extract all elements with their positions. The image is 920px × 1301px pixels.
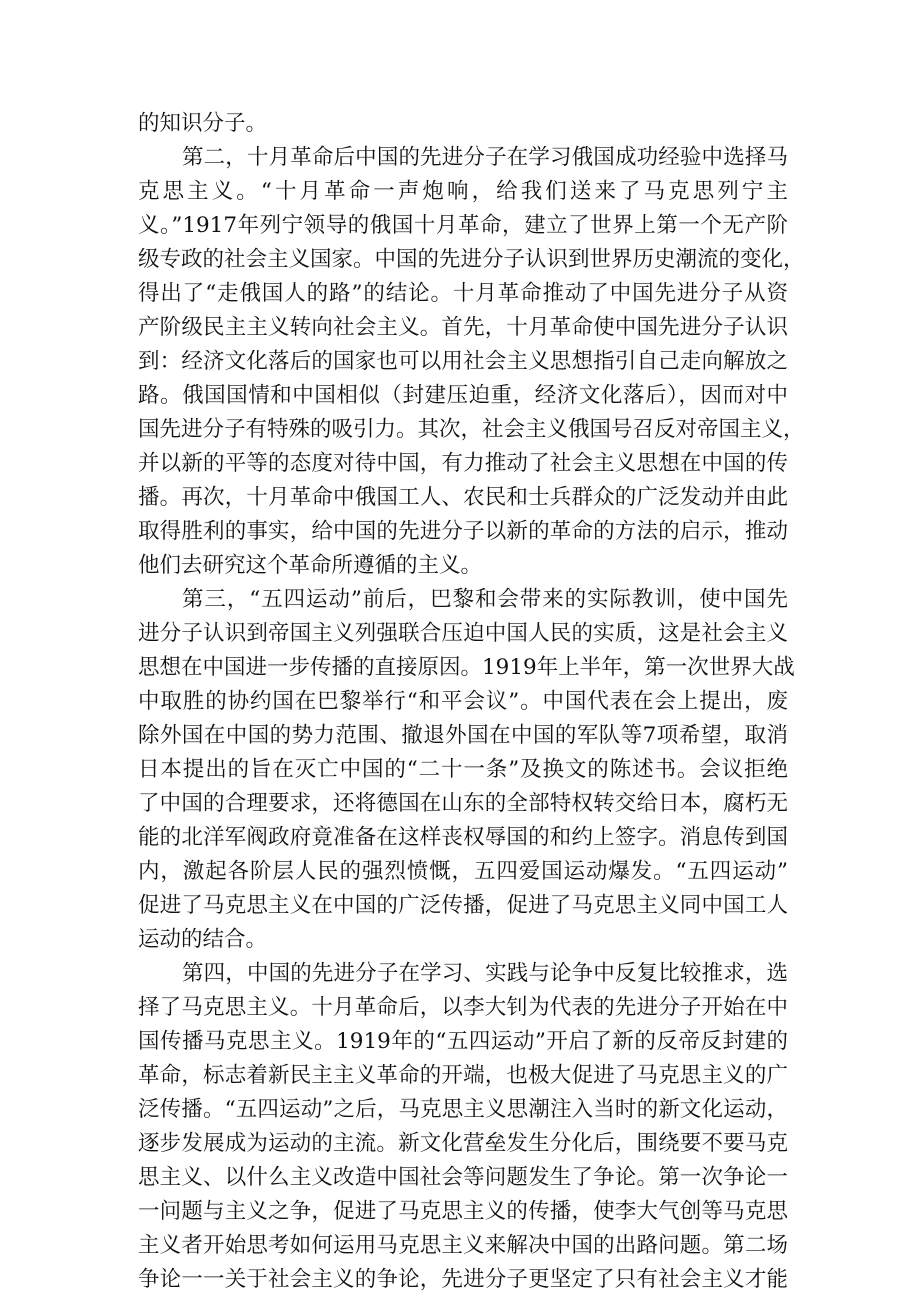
text-line: 取得胜利的事实，给中国的先进分子以新的革命的方法的启示，推动 [138,519,788,544]
text-line: 了中国的合理要求，还将德国在山东的全部特权转交给日本，腐朽无 [138,791,788,816]
text-line: 克思主义。“十月革命一声炮响，给我们送来了马克思列宁主 [138,179,788,204]
text-line: 促进了马克思主义在中国的广泛传播，促进了马克思主义同中国工人 [138,893,788,918]
text-line: 泛传播。“五四运动”之后，马克思主义思潮注入当时的新文化运动， [138,1097,788,1122]
text-line: 的知识分子。 [138,111,268,136]
text-line: 义。”1917年列宁领导的俄国十月革命，建立了世界上第一个无产阶 [138,213,788,238]
text-line: 产阶级民主主义转向社会主义。首先，十月革命使中国先进分子认识 [138,315,788,340]
text-line: 中取胜的协约国在巴黎举行“和平会议”。中国代表在会上提出，废 [138,689,788,714]
text-line: 到：经济文化落后的国家也可以用社会主义思想指引自己走向解放之 [138,349,788,374]
paragraph-3-start: 第三，“五四运动”前后，巴黎和会带来的实际教训，使中国先 [182,587,788,612]
text-line: 国先进分子有特殊的吸引力。其次，社会主义俄国号召反对帝国主义， [138,417,805,442]
paragraph-4-start: 第四，中国的先进分子在学习、实践与论争中反复比较推求，选 [182,961,788,986]
text-line: 逐步发展成为运动的主流。新文化营垒发生分化后，围绕要不要马克 [138,1131,788,1156]
paragraph-2-start: 第二，十月革命后中国的先进分子在学习俄国成功经验中选择马 [182,145,788,170]
text-line: 他们去研究这个革命所遵循的主义。 [138,553,483,578]
text-line: 进分子认识到帝国主义列强联合压迫中国人民的实质，这是社会主义 [138,621,788,646]
text-line: 国传播马克思主义。1919年的“五四运动”开启了新的反帝反封建的 [138,1029,788,1054]
text-line: 并以新的平等的态度对待中国，有力推动了社会主义思想在中国的传 [138,451,788,476]
text-line: 得出了“走俄国人的路”的结论。十月革命推动了中国先进分子从资 [138,281,788,306]
text-line: 革命，标志着新民主主义革命的开端，也极大促进了马克思主义的广 [138,1063,788,1088]
text-line: 择了马克思主义。十月革命后，以李大钊为代表的先进分子开始在中 [138,995,788,1020]
text-line: 运动的结合。 [138,927,268,952]
text-line: 级专政的社会主义国家。中国的先进分子认识到世界历史潮流的变化， [138,247,805,272]
text-line: 思想在中国进一步传播的直接原因。1919年上半年，第一次世界大战 [138,655,795,680]
text-line: 日本提出的旨在灭亡中国的“二十一条”及换文的陈述书。会议拒绝 [138,757,788,782]
text-line: 能的北洋军阀政府竟准备在这样丧权辱国的和约上签字。消息传到国 [138,825,788,850]
text-line: 除外国在中国的势力范围、撤退外国在中国的军队等7项希望，取消 [138,723,788,748]
text-line: 争论一一关于社会主义的争论，先进分子更坚定了只有社会主义才能 [138,1267,788,1292]
text-line: 路。俄国国情和中国相似（封建压迫重，经济文化落后），因而对中 [138,383,788,408]
text-line: 播。再次，十月革命中俄国工人、农民和士兵群众的广泛发动并由此 [138,485,788,510]
text-line: 思主义、以什么主义改造中国社会等问题发生了争论。第一次争论一 [138,1165,788,1190]
text-line: 一问题与主义之争，促进了马克思主义的传播，使李大气创等马克思 [138,1199,788,1224]
text-line: 内，激起各阶层人民的强烈愤慨，五四爱国运动爆发。“五四运动” [138,859,788,884]
text-line: 主义者开始思考如何运用马克思主义来解决中国的出路问题。第二场 [138,1233,788,1258]
